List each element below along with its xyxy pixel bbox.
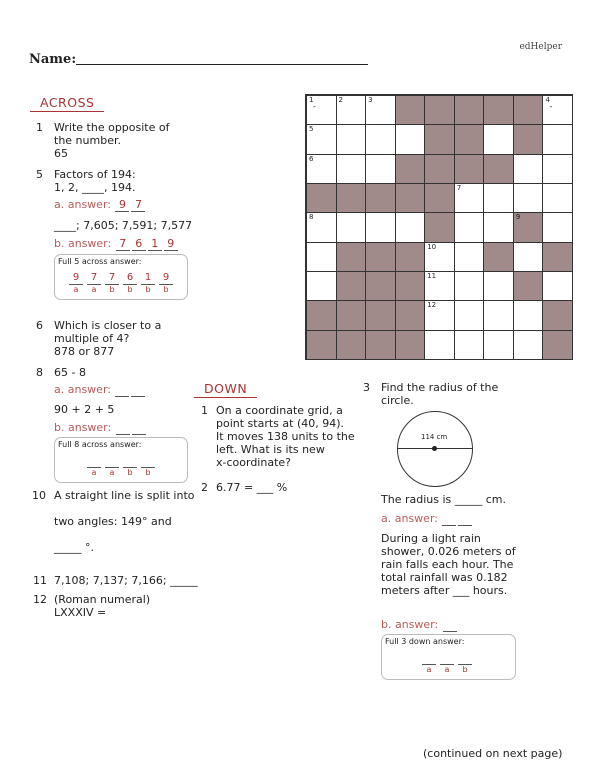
grid-cell[interactable]: [306, 242, 337, 272]
grid-cell[interactable]: [454, 300, 485, 330]
clue-12-across: (Roman numeral) LXXXIV =: [54, 593, 151, 619]
answer-5a: a. answer: 9 7: [54, 198, 146, 212]
grid-cell-shaded: [306, 330, 337, 360]
grid-clue-number: 7: [456, 184, 462, 192]
grid-clue-number: 11: [427, 272, 437, 280]
grid-cell[interactable]: [542, 95, 573, 125]
grid-cell-shaded: [542, 242, 573, 272]
grid-cell[interactable]: [365, 124, 396, 154]
down-heading: DOWN: [194, 382, 257, 398]
grid-cell-shaded: [454, 154, 485, 184]
grid-cell-shaded: [513, 124, 544, 154]
grid-clue-number: 12: [427, 301, 437, 310]
grid-cell[interactable]: [336, 212, 367, 242]
across-heading: ACROSS: [30, 96, 104, 112]
grid-cell[interactable]: [483, 212, 514, 242]
grid-clue-number: 2: [338, 96, 344, 104]
grid-cell[interactable]: [306, 212, 337, 242]
answer-8a: a. answer:: [54, 383, 146, 397]
grid-cell[interactable]: [306, 154, 337, 184]
clue-5-across: Factors of 194: 1, 2, ____, 194.: [54, 168, 136, 194]
clue-num: 12: [33, 593, 47, 606]
name-line: [76, 64, 368, 65]
grid-cell-shaded: [336, 330, 367, 360]
grid-cell[interactable]: [513, 242, 544, 272]
grid-cell-shaded: [542, 330, 573, 360]
grid-cell-shaded: [513, 271, 544, 301]
grid-cell[interactable]: [306, 95, 337, 125]
full-3-down-box: Full 3 down answer: a a b: [381, 634, 516, 680]
grid-cell-shaded: [336, 300, 367, 330]
radius-statement: The radius is _____ cm.: [381, 493, 506, 506]
grid-cell-shaded: [395, 300, 426, 330]
grid-cell[interactable]: [395, 124, 426, 154]
grid-dash: -: [313, 102, 316, 111]
grid-cell-shaded: [336, 183, 367, 213]
grid-cell-shaded: [513, 212, 544, 242]
clue-1-across: Write the opposite of the number. 65: [54, 121, 170, 160]
grid-cell[interactable]: [454, 183, 485, 213]
grid-cell[interactable]: [513, 330, 544, 360]
grid-cell-shaded: [395, 95, 426, 125]
clue-num: 8: [36, 366, 43, 379]
grid-cell-shaded: [336, 242, 367, 272]
grid-cell-shaded: [395, 271, 426, 301]
grid-cell-shaded: [365, 242, 396, 272]
clue-8-across: 65 - 8: [54, 366, 86, 379]
grid-cell[interactable]: [483, 330, 514, 360]
continued-note: (continued on next page): [423, 747, 563, 760]
grid-cell-shaded: [454, 124, 485, 154]
grid-clue-number: 5: [309, 125, 314, 134]
crossword-grid: [305, 94, 573, 360]
clue-num: 3: [363, 381, 370, 394]
answer-3b: b. answer:: [381, 618, 458, 632]
grid-cell[interactable]: [542, 183, 573, 213]
grid-cell[interactable]: [454, 242, 485, 272]
grid-clue-number: 6: [309, 154, 314, 163]
grid-cell[interactable]: [424, 330, 455, 360]
grid-cell[interactable]: [306, 271, 337, 301]
grid-cell[interactable]: [483, 124, 514, 154]
grid-cell[interactable]: [365, 154, 396, 184]
grid-cell[interactable]: [336, 95, 367, 125]
grid-dash: -: [549, 102, 553, 111]
grid-cell[interactable]: [424, 242, 455, 272]
grid-cell-shaded: [395, 154, 426, 184]
grid-cell-shaded: [365, 183, 396, 213]
grid-clue-number: 9: [515, 213, 521, 222]
clue-5-sequence: ____; 7,605; 7,591; 7,577: [54, 219, 193, 232]
clue-8-part-b: 90 + 2 + 5: [54, 403, 115, 416]
grid-cell-shaded: [542, 300, 573, 330]
grid-cell[interactable]: [336, 124, 367, 154]
grid-cell-shaded: [365, 271, 396, 301]
grid-cell-shaded: [395, 242, 426, 272]
grid-cell[interactable]: [336, 154, 367, 184]
grid-cell[interactable]: [306, 124, 337, 154]
grid-cell-shaded: [424, 95, 455, 125]
grid-cell-shaded: [454, 95, 485, 125]
grid-cell-shaded: [395, 183, 426, 213]
grid-cell-shaded: [483, 154, 514, 184]
grid-cell[interactable]: [542, 212, 573, 242]
grid-cell-shaded: [336, 271, 367, 301]
name-label: Name:: [29, 52, 77, 67]
clue-num: 11: [33, 574, 47, 587]
grid-cell-shaded: [306, 183, 337, 213]
grid-cell-shaded: [424, 124, 455, 154]
grid-cell-shaded: [365, 330, 396, 360]
clue-num: 1: [36, 121, 43, 134]
grid-cell[interactable]: [513, 154, 544, 184]
grid-cell-shaded: [306, 300, 337, 330]
full-5-across-box: Full 5 across answer: 9 a 7 a 7 b 6 b 1 b 9 b: [54, 254, 188, 300]
clue-6-across: Which is closer to a multiple of 4? 878 or 877: [54, 319, 162, 358]
clue-1-down: On a coordinate grid, a point starts at (40, 94). It moves 138 units to the left. What is its new x-coordinate?: [216, 404, 355, 469]
full-8-across-box: Full 8 across answer: a a b b: [54, 437, 188, 483]
clue-10-across: A straight line is split into two angles: 149° and _____ °.: [54, 489, 195, 554]
clue-num: 6: [36, 319, 43, 332]
clue-num: 2: [201, 481, 208, 494]
grid-cell[interactable]: [513, 300, 544, 330]
grid-cell[interactable]: [454, 212, 485, 242]
answer-8b: b. answer:: [54, 421, 147, 435]
grid-clue-number: 3: [368, 96, 373, 104]
grid-clue-number: 10: [427, 242, 437, 251]
grid-cell[interactable]: [454, 330, 485, 360]
grid-clue-number: 4: [545, 96, 550, 104]
grid-cell[interactable]: [542, 124, 573, 154]
clue-3-down: Find the radius of the circle.: [381, 381, 499, 407]
clue-2-down: 6.77 = ___ %: [216, 481, 288, 494]
grid-cell-shaded: [483, 242, 514, 272]
grid-cell[interactable]: [424, 300, 455, 330]
clue-11-across: 7,108; 7,137; 7,166; _____: [54, 574, 198, 587]
grid-cell[interactable]: [365, 95, 396, 125]
grid-clue-number: 8: [309, 213, 314, 222]
grid-cell-shaded: [395, 330, 426, 360]
grid-cell[interactable]: [483, 183, 514, 213]
grid-cell-shaded: [365, 300, 396, 330]
clue-num: 5: [36, 168, 43, 181]
grid-cell-shaded: [424, 212, 455, 242]
rain-problem: During a light rain shower, 0.026 meters of rain falls each hour. The total rainfall was 0.182 meters after ___ hours.: [381, 532, 516, 597]
center-dot: [432, 446, 437, 451]
grid-cell[interactable]: [395, 212, 426, 242]
grid-cell-shaded: [424, 154, 455, 184]
grid-cell[interactable]: [483, 300, 514, 330]
clue-num: 1: [201, 404, 208, 417]
grid-clue-number: 1: [309, 96, 314, 104]
grid-cell[interactable]: [542, 154, 573, 184]
brand-label: edHelper: [519, 42, 562, 52]
grid-cell-shaded: [513, 95, 544, 125]
grid-cell[interactable]: [513, 183, 544, 213]
answer-3a: a. answer:: [381, 512, 473, 526]
grid-cell[interactable]: [454, 271, 485, 301]
answer-5b: b. answer: 7 6 1 9: [54, 237, 179, 251]
clue-num: 10: [32, 489, 46, 502]
diameter-label: 114 cm: [421, 433, 448, 441]
grid-cell[interactable]: [483, 271, 514, 301]
grid-cell[interactable]: [542, 271, 573, 301]
grid-cell-shaded: [483, 95, 514, 125]
grid-cell-shaded: [424, 183, 455, 213]
grid-cell[interactable]: [424, 271, 455, 301]
grid-cell[interactable]: [365, 212, 396, 242]
